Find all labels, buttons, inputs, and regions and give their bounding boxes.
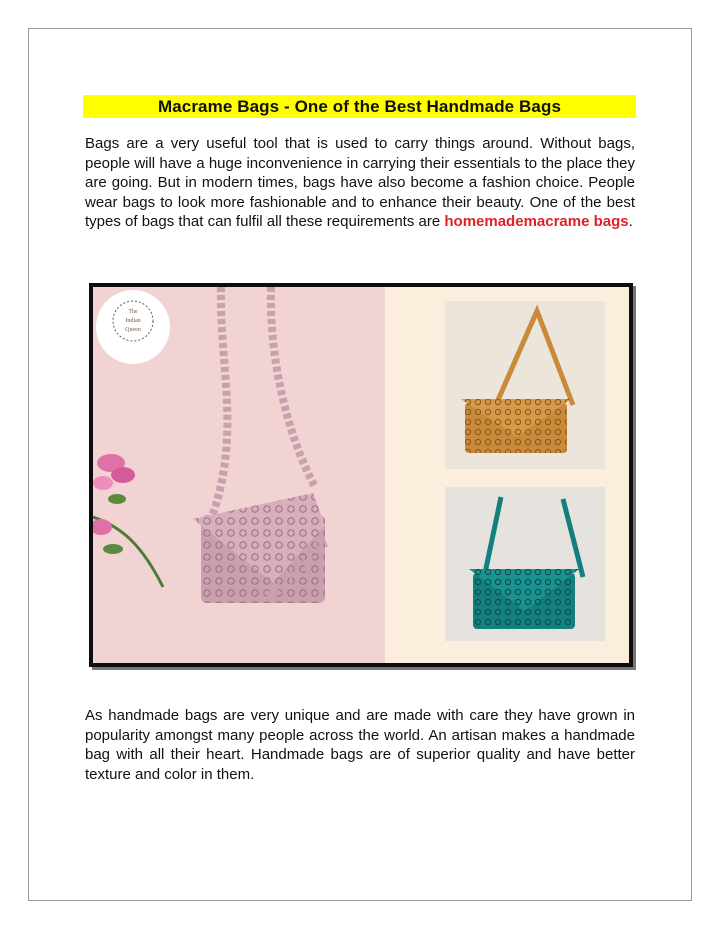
macrame-bags-link[interactable]: homemademacrame bags (444, 213, 629, 230)
tan-bag-photo (445, 301, 605, 469)
intro-paragraph (85, 134, 635, 232)
brand-logo (96, 290, 170, 364)
logo-word-3: Queen (125, 327, 141, 333)
page-title: Macrame Bags - One of the Best Handmade Bags (157, 96, 562, 116)
logo-word-2: Indian (125, 318, 141, 324)
logo-word-1: The (128, 309, 138, 315)
teal-bag-photo (445, 487, 605, 641)
closing-paragraph: As handmade bags are very unique and are made with care they have grown in popularity amongst many people across the world. An artisan makes a handmade bag with all their heart. Handmade bags are of superior quality and have better texture and color in them. (85, 707, 635, 783)
intro-end: . (628, 213, 633, 230)
title-highlight (83, 95, 636, 118)
product-image (89, 283, 633, 667)
intro-text: Bags are a very useful tool that is used to carry things around. Without bags, people will have a huge inconvenience in carrying their essentials to the place they are going. But in modern times, bags have also become a fashion choice. People wear bags to look more fashionable and to enhance their beauty. One of the best types of bags that can fulfil all these requirements are (85, 135, 635, 230)
